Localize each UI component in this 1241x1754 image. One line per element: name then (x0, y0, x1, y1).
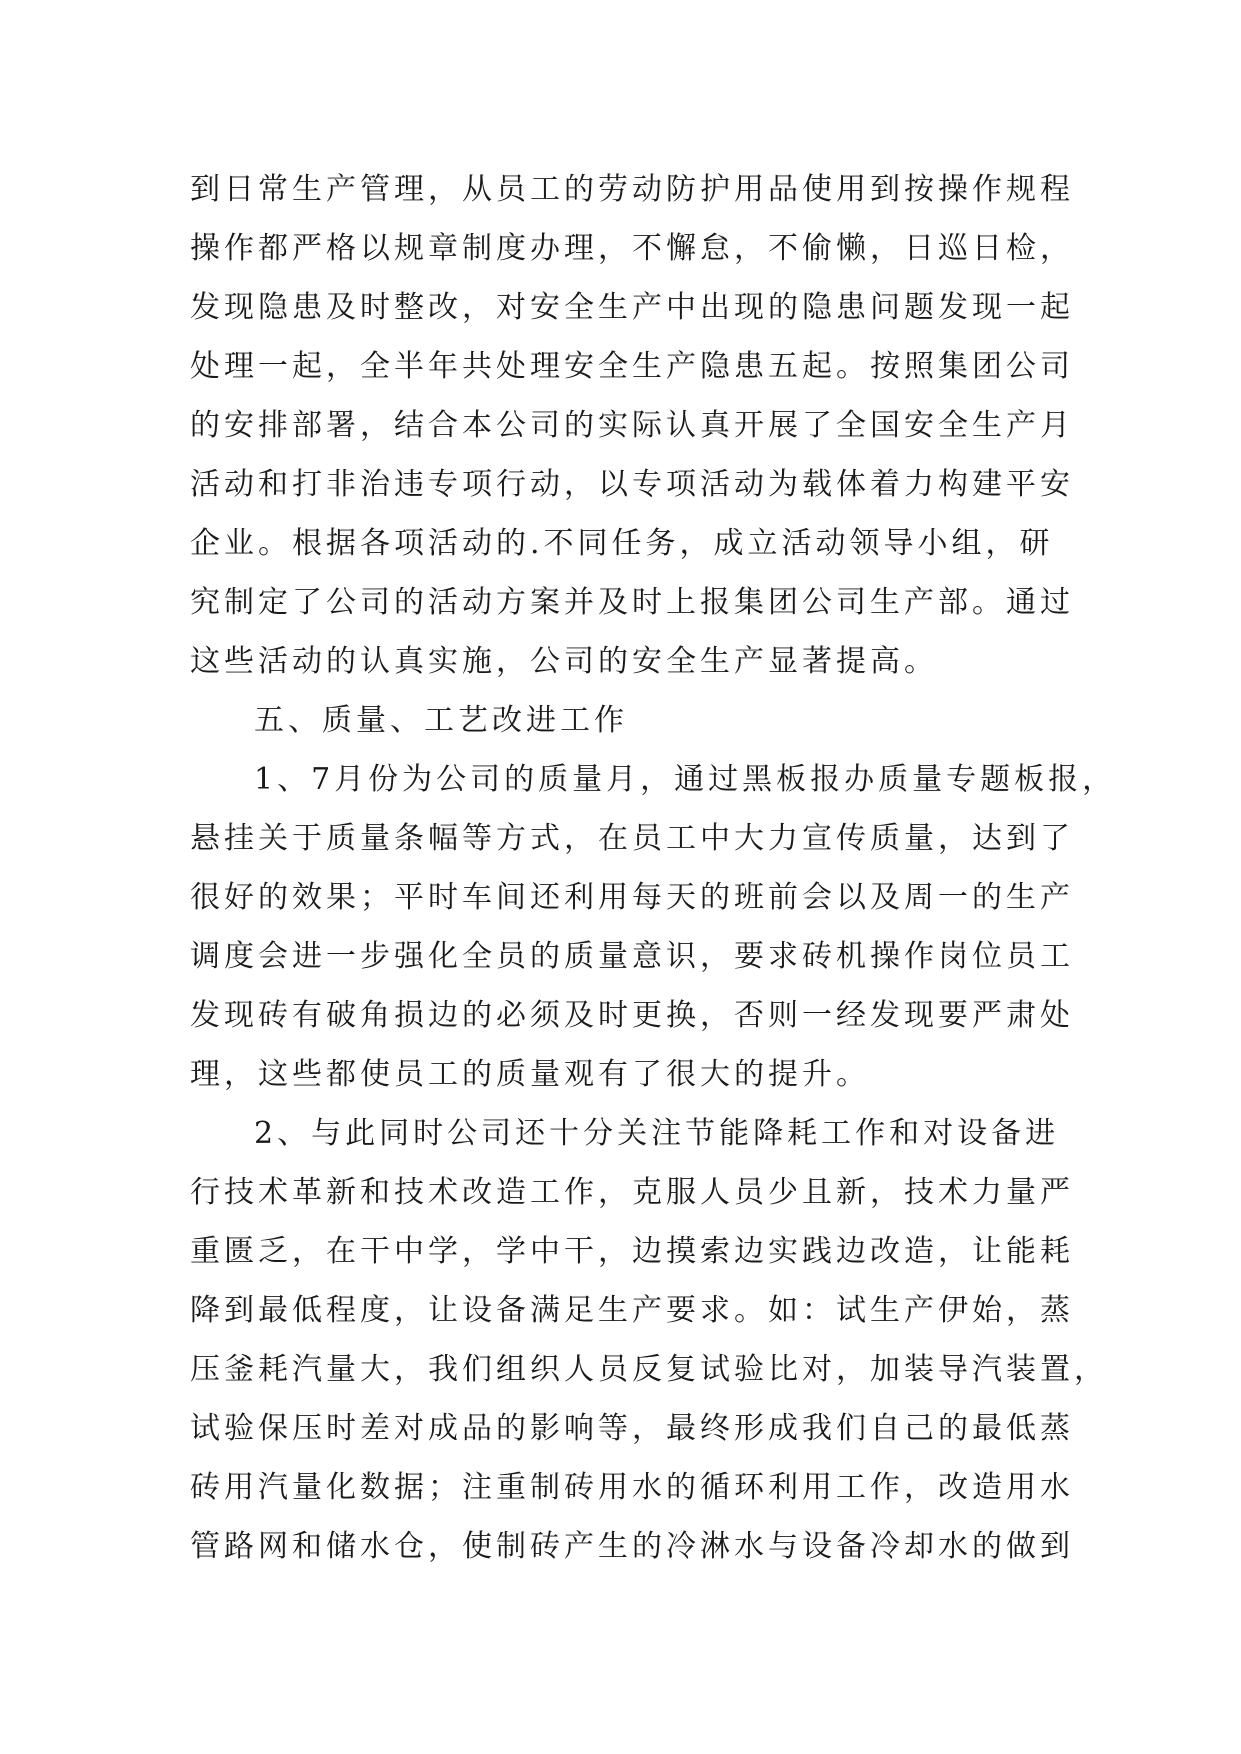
text-line: 试验保压时差对成品的影响等，最终形成我们自己的最低蒸 (190, 1411, 1074, 1446)
text-line: 调度会进一步强化全员的质量意识，要求砖机操作岗位员工 (190, 939, 1074, 974)
paragraph-start-line: 2、与此同时公司还十分关注节能降耗工作和对设备进 (254, 1116, 1060, 1151)
text-line: 操作都严格以规章制度办理，不懈怠，不偷懒，日巡日检， (190, 231, 1074, 266)
text-line: 企业。根据各项活动的.不同任务，成立活动领导小组，研 (190, 526, 1054, 561)
text-line: 理，这些都使员工的质量观有了很大的提升。 (190, 1057, 870, 1092)
text-line: 重匮乏，在干中学，学中干，边摸索边实践边改造，让能耗 (190, 1234, 1074, 1269)
text-line: 很好的效果；平时车间还利用每天的班前会以及周一的生产 (190, 880, 1074, 915)
text-line: 这些活动的认真实施，公司的安全生产显著提高。 (190, 644, 938, 679)
paragraph-start-line: 1、7月份为公司的质量月，通过黑板报办质量专题板报， (254, 762, 1117, 797)
text-line: 到日常生产管理，从员工的劳动防护用品使用到按操作规程 (190, 172, 1074, 207)
text-line: 究制定了公司的活动方案并及时上报集团公司生产部。通过 (190, 585, 1074, 620)
text-line: 发现砖有破角损边的必须及时更换，否则一经发现要严肃处 (190, 998, 1074, 1033)
section-heading: 五、质量、工艺改进工作 (254, 703, 628, 738)
document-body (190, 160, 1117, 1576)
text-line: 压釜耗汽量大，我们组织人员反复试验比对，加装导汽装置， (190, 1352, 1108, 1387)
text-line: 降到最低程度，让设备满足生产要求。如：试生产伊始，蒸 (190, 1293, 1074, 1328)
text-line: 活动和打非治违专项行动，以专项活动为载体着力构建平安 (190, 467, 1074, 502)
text-line: 处理一起，全半年共处理安全生产隐患五起。按照集团公司 (190, 349, 1074, 384)
text-line: 发现隐患及时整改，对安全生产中出现的隐患问题发现一起 (190, 290, 1074, 325)
text-line: 悬挂关于质量条幅等方式，在员工中大力宣传质量，达到了 (190, 821, 1074, 856)
text-line: 砖用汽量化数据；注重制砖用水的循环利用工作，改造用水 (190, 1470, 1074, 1505)
text-line: 管路网和储水仓，使制砖产生的冷淋水与设备冷却水的做到 (190, 1529, 1074, 1564)
text-line: 行技术革新和技术改造工作，克服人员少且新，技术力量严 (190, 1175, 1074, 1210)
text-line: 的安排部署，结合本公司的实际认真开展了全国安全生产月 (190, 408, 1074, 443)
